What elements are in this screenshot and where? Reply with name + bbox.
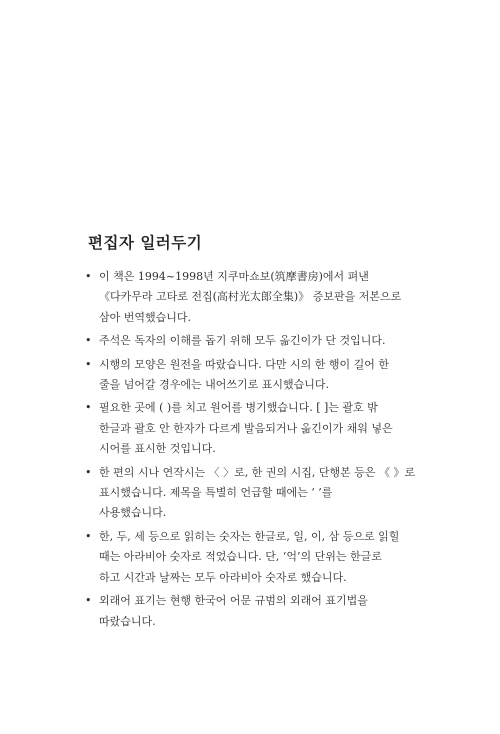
list-item — [84, 331, 414, 351]
list-item — [84, 355, 414, 396]
note-line: 한글과 괄호 안 한자가 다르게 발음되거나 옮긴이가 채워 넣은 — [99, 421, 393, 435]
list-item — [84, 527, 414, 588]
list-item — [84, 398, 414, 459]
bullet-icon: • — [85, 401, 92, 415]
note-line: 한, 두, 세 등으로 읽히는 숫자는 한글로, 일, 이, 삼 등으로 읽힐 — [99, 529, 400, 543]
note-line: 《다카무라 고타로 전집(高村光太郎全集)》 증보판을 저본으로 — [99, 290, 402, 304]
note-line: 한 편의 시나 연작시는 〈 〉로, 한 권의 시집, 단행본 등은 《 》로 — [99, 465, 416, 479]
bullet-icon: • — [85, 270, 92, 283]
list-item — [84, 591, 414, 632]
note-line: 주석은 독자의 이해를 돕기 위해 모두 옮긴이가 단 것입니다. — [99, 334, 386, 348]
note-line: 필요한 곳에 ( )를 치고 원어를 병기했습니다. [ ]는 괄호 밖 — [99, 401, 378, 415]
note-line: 외래어 표기는 현행 한국어 어문 규범의 외래어 표기법을 — [99, 594, 368, 608]
bullet-icon: • — [85, 594, 92, 608]
list-item — [84, 267, 414, 328]
note-line: 따랐습니다. — [99, 614, 156, 628]
note-line: 표시했습니다. 제목을 특별히 언급할 때에는 ‘ ’를 — [99, 486, 333, 500]
list-item — [84, 463, 414, 524]
editor-notes-list — [84, 267, 414, 635]
bullet-icon: • — [85, 529, 92, 543]
bullet-icon: • — [85, 465, 92, 479]
note-line: 이 책은 1994~1998년 지쿠마쇼보(筑摩書房)에서 펴낸 — [99, 270, 369, 283]
page-title: 편집자 일러두기 — [88, 233, 203, 252]
note-line: 때는 아라비아 숫자로 적었습니다. 단, ‘억’의 단위는 한글로 — [99, 550, 382, 564]
note-line: 하고 시간과 날짜는 모두 아라비아 숫자로 했습니다. — [99, 570, 347, 584]
note-line: 사용했습니다. — [99, 506, 167, 520]
bullet-icon: • — [85, 357, 92, 371]
note-line: 줄을 넘어갈 경우에는 내어쓰기로 표시했습니다. — [99, 378, 330, 392]
note-line: 시어를 표시한 것입니다. — [99, 442, 216, 456]
bullet-icon: • — [85, 334, 92, 348]
note-line: 시행의 모양은 원전을 따랐습니다. 다만 시의 한 행이 길어 한 — [99, 357, 389, 371]
note-line: 삼아 번역했습니다. — [99, 310, 192, 324]
